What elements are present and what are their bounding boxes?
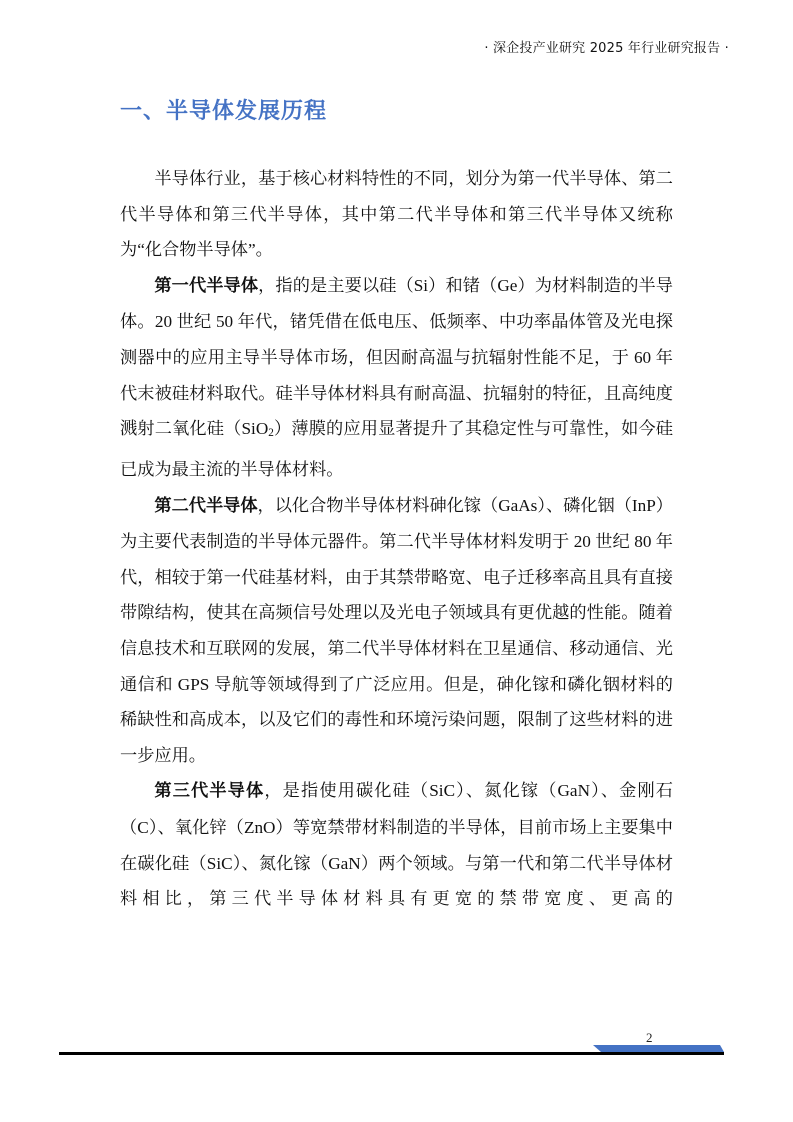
paragraph-first-generation [120,268,673,488]
body-text [120,161,673,917]
paragraph-text: ，是指使用碳化硅（SiC）、氮化镓（GaN）、金刚石（C）、氧化锌（ZnO）等宽禁带材料制造的半导体，目前市场上主要集中在碳化硅（SiC）、氮化镓（GaN）两个领域。与第一代和第二代半导体材料相比，第三代半导体材料具有更宽的禁带宽度、更高的 [120,781,673,909]
paragraph-text-continued: ）薄膜的应用显著提升了其稳定性与可靠性，如今硅已成为最主流的半导体材料。 [120,419,673,479]
section-title: 一、半导体发展历程 [120,99,328,124]
paragraph-lead-term: 第三代半导体 [154,781,265,802]
paragraph-text: ，指的是主要以硅（Si）和锗（Ge）为材料制造的半导体。20 世纪 50 年代，锗凭借在低电压、低频率、中功率晶体管及光电探测器中的应用主导半导体市场，但因耐高温与抗辐射性能不足，于 60 年代末被硅材料取代。硅半导体材料具有耐高温、抗辐射的特征，且高纯度溅射二氧化硅（SiO [120,275,673,439]
paragraph-intro [120,161,673,268]
footer-rule [59,1052,724,1055]
paragraph-lead-term: 第二代半导体 [154,495,258,516]
paragraph-lead-term: 第一代半导体 [154,275,259,296]
paragraph-text: 半导体行业，基于核心材料特性的不同，划分为第一代半导体、第二代半导体和第三代半导体，其中第二代半导体和第三代半导体又统称为“化合物半导体”。 [120,169,673,260]
paragraph-third-generation [120,773,673,916]
paragraph-second-generation [120,488,673,774]
paragraph-text: ，以化合物半导体材料砷化镓（GaAs）、磷化铟（InP）为主要代表制造的半导体元器件。第二代半导体材料发明于 20 世纪 80 年代，相较于第一代硅基材料，由于其禁带略宽、电子迁移率高且具有直接带隙结构，使其在高频信号处理以及光电子领域具有更优越的性能。随着信息技术和互联网的发展，第二代半导体材料在卫星通信、移动通信、光通信和 GPS 导航等领域得到了广泛应用。但是，砷化镓和磷化铟材料的稀缺性和高成本，以及它们的毒性和环境污染问题，限制了这些材料的进一步应用。 [120,495,673,765]
subscript: 2 [268,427,274,440]
running-header: · 深企投产业研究 2025 年行业研究报告 · [484,41,729,56]
footer-accent-tab [593,1045,724,1052]
page-number: 2 [646,1030,653,1045]
